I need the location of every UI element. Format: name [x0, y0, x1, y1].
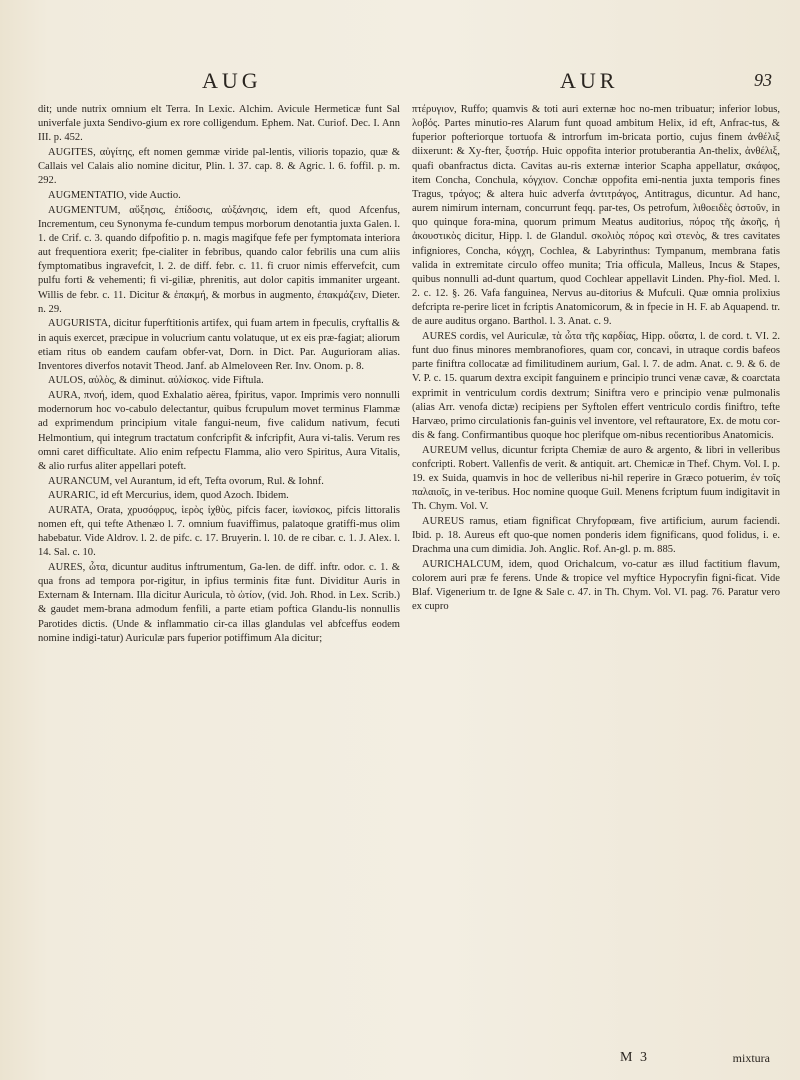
entry-paragraph: AUREUS ramus, etiam fignificat Chryfopœam, five artificium, aurum faciendi. Ibid. p. 18. Aureus eft quo-que nomen ponderis idem fignificans, quod folidus, i. e. Drachma una cum dimidia. Joh. Anglic. Rof. An-gl. p. m. 885. [412, 516, 780, 556]
page-number: 93 [754, 70, 772, 90]
running-head-right: AUR [560, 68, 619, 93]
entry-paragraph: AUGMENTATIO, vide Auctio. [48, 189, 181, 201]
entry-paragraph: AURATA, Orata, χρυσόφρυς, ἱερὸς ἰχθὺς, pifcis facer, ἰωνίσκος, pifcis littoralis nomen eft, qui tefte Athenæo l. 7. omnium fuaviffimus, palatoque gratiffi-mus olim habebatur. Vide Aldrov. l. 2. de pifc. c. 17. Bruyerin. l. 10. de re cibar. c. 1. J. Alex. l. 14. Sal. c. 10. [38, 504, 400, 559]
entry-paragraph: AUGITES, αὐγίτης, eft nomen gemmæ viride pal-lentis, vilioris topazio, quæ & Callais vel Calais alio nomine dicitur, Plin. l. 37. cap. 8. & Agric. l. 6. foffil. p. m. 292. [38, 146, 400, 187]
entry-paragraph: AURA, πνοή, idem, quod Exhalatio aërea, fpiritus, vapor. Imprimis vero nonnulli modernorum hoc vo-cabulo delectantur, quibus fcrupulum movet terminus Flammæ ad exprimendum principium vitale fangui-neum, five calidum nativum, fecuti Helmontium, qui integrum tractatum confcripfit & infcripfit, Aura vi-talis. Verum res omni caret difficultate. Alio enim refpectu Flamma, alio vero Spiritus, Aura Vitalis, & alio rurfus aliter appellari poteft. [38, 390, 400, 472]
running-head-left: AUG [202, 68, 262, 93]
entry-paragraph: AURANCUM, vel Aurantum, id eft, Tefta ovorum, Rul. & Iohnf. [48, 475, 324, 487]
catchword: mixtura [732, 1051, 770, 1065]
entry-paragraph: AURES, ὦτα, dicuntur auditus inftrumentum, Ga-len. de diff. inftr. odor. c. 1. & qua frons ad tempora por-rigitur, in ipfius terminis fitæ funt. Dividitur Auris in Externam & Internam. Illa dicitur Auricula, τὸ ὠτίον, (vid. Joh. Rhod. in Lex. Scrib.) & gaudet mem-brana admodum fenfili, a parte etiam poftica Glandu-lis nonnullis Parotides dictis. (Unde & inflammatio cir-ca illas glandulas vel abfceffus eodem nomine indigi-tatur) Auriculæ pars fuperior potiffimum Ala dicitur; [38, 562, 400, 644]
signature-mark: M 3 [620, 1050, 649, 1065]
entry-paragraph: AURARIC, id eft Mercurius, idem, quod Azoch. Ibidem. [48, 490, 289, 502]
right-column [412, 103, 780, 1068]
entry-paragraph: AULOS, αὐλὸς, & diminut. αὐλίσκος. vide Fiftula. [48, 375, 264, 387]
text-columns [38, 103, 782, 1068]
entry-paragraph: AUREUM vellus, dicuntur fcripta Chemiæ de auro & argento, & libri in velleribus confcripti. Robert. Vallenfis de verit. & antiquit. art. Chemicæ in Thef. Chym. Vol. I. p. 19. ex Suida, quamvis in hoc de velleribus ni-hil reperire in Græco potuerim, ἐν τοῖς παλαιοῖς, in ve-teribus. Hoc nomine quoque Guil. Menens fcriptum fuum indigitavit in Th. Chym. Vol. V. [412, 444, 780, 513]
entry-paragraph: πτέρυγιον, Ruffo; quamvis & toti auri externæ hoc no-men tribuatur; inferior lobus, λοβός. Partes minutio-res Alarum funt quoad ambitum Helix, id eft, Anfrac-tus, & fuperior pofteriorque tortuofa & introrfum im-bricata portio, cujus finem ἀνθέλιξ diixerunt: & Xy-fter, ξυστήρ. Huic oppofita interior protuberantia An-thelix, ἀνθέλιξ, quafi obanfractus dicta. Cavitas au-ris externæ interior Scapha appellatur, σκάφος, item Concha, Conchula, κόγχιον. Conchæ oppofita emi-nentia juxta temporis fines Tragus, τράγος; & altera huic adverfa ἀντιτράγος, Antitragus, dicuntur. Ad hanc, aurem nimirum internam, concurrunt feqq. par-tes, Os petrofum, λιθοειδὲς ὀστοῦν, in quo quinque fora-mina, quorum primum Meatus auditorius, πόρος τῆς ἀκοῆς, ἡ ἀκουστικὸς dicitur, Hipp. l. de Glandul. σκολιὸς πόρος καὶ στενὸς, & tres cavitates infigniores, Concha, κόγχη, Cochlea, & Labyrinthus: Tympanum, membrana fatis valida in extremitate circulo offeo munita; Tria officula, Malleus, Incus & Stapes, quibus nonnulli ad-dunt quartum, quod Cochlear appellavit Linden. Phy-fiol. Med. l. 2. c. 12. §. 26. Vafa fanguinea, Nervus au-ditorius & Mufculi. Quæ omnia prolixius defcripta re-perire licet in fcriptis Anatomicorum, & in fpecie in H. F. ab Aquapend. tr. de aure auditus organo. Barthol. l. 3. Anat. c. 9. [412, 104, 780, 328]
left-column [38, 103, 400, 1068]
entry-paragraph: AURICHALCUM, idem, quod Orichalcum, vo-catur æs illud factitium flavum, colorem auri præ fe ferens. Unde & tropice vel myftice Hypocryfin figni-ficat. Vide Blaf. Vigenerium tr. de Igne & Sale c. 47. in Th. Chym. Vol. VI. pag. 76. Paratur vero ex cupro [412, 559, 780, 613]
entry-paragraph: dit; unde nutrix omnium elt Terra. In Lexic. Alchim. Avicule Hermeticæ funt Sal univerfale juxta Sendivo-gium ex rore colligendum. Ephem. Nat. Curiof. Dec. I. Ann III. p. 452. [38, 104, 400, 144]
entry-paragraph: AUGMENTUM, αὔξησις, ἐπίδοσις, αὐξάνησις, idem eft, quod Afcenfus, Incrementum, ceu Synonyma fe-cundum tempus morborum denotantia juxta Galen. l. 1. de Crif. c. 3. quando difpofitio p. n. magis magifque fefe per fymptomata interiora aut frequentiora exerit; fpe-cialiter in febribus, quando calor febrilis una cum aliis fymptomatibus ingravefcit, l. 2. de diff. febr. c. 11. fi cruor nimis effervefcit, cum pulfu forti & vehementi; fi vi-giliæ, phrenitis, aut dolor capitis immaniter urgeant. Willis de febr. c. 11. Dicitur & ἐπακμή, & morbus in augmento, ἐπακμάζειν, Dieter. n. 29. [38, 204, 400, 315]
entry-paragraph: AURES cordis, vel Auriculæ, τὰ ὦτα τῆς καρδίας, Hipp. οὔατα, l. de cord. t. VI. 2. funt duo finus minores membranofiores, quam cor, concavi, in utraque cordis bafeos parte finiftra collocatæ ad fimilitudinem aurium, Gal. l. 7. de adm. Anat. c. 9. & 6. de V. P. c. 15. quarum dextra excipit fanguinem e principio trunci venæ cavæ, & coarctata exprimit in ventriculum cordis dextrum; Siniftra vero e principio venæ pulmonalis (alias Arr. venofa dictæ) recipiens per Syftolen effert ventriculo cordis finiftro, tefte Harvæo, primo circulationis fan-guinis vel inventore, vel reftauratore, Ex. de motu cor-dis & fang. Confirmantibus quoque hoc plerifque om-nibus recentioribus Anatomicis. [412, 331, 780, 442]
entry-paragraph: AUGURISTA, dicitur fuperftitionis artifex, qui fuam artem in fpeculis, cryftallis & in aquis exercet, præcipue in volucrium cantu volatuque, ut ex eis præ-fagiat; aliorum etiam ritus ob eandem caufam obfer-vat, Dorn. in Dict. Par. Augurioram alias. Inventores diverfos notavit Theod. Janf. ab Almeloveen Rer. Inv. Onom. p. 8. [38, 318, 400, 372]
